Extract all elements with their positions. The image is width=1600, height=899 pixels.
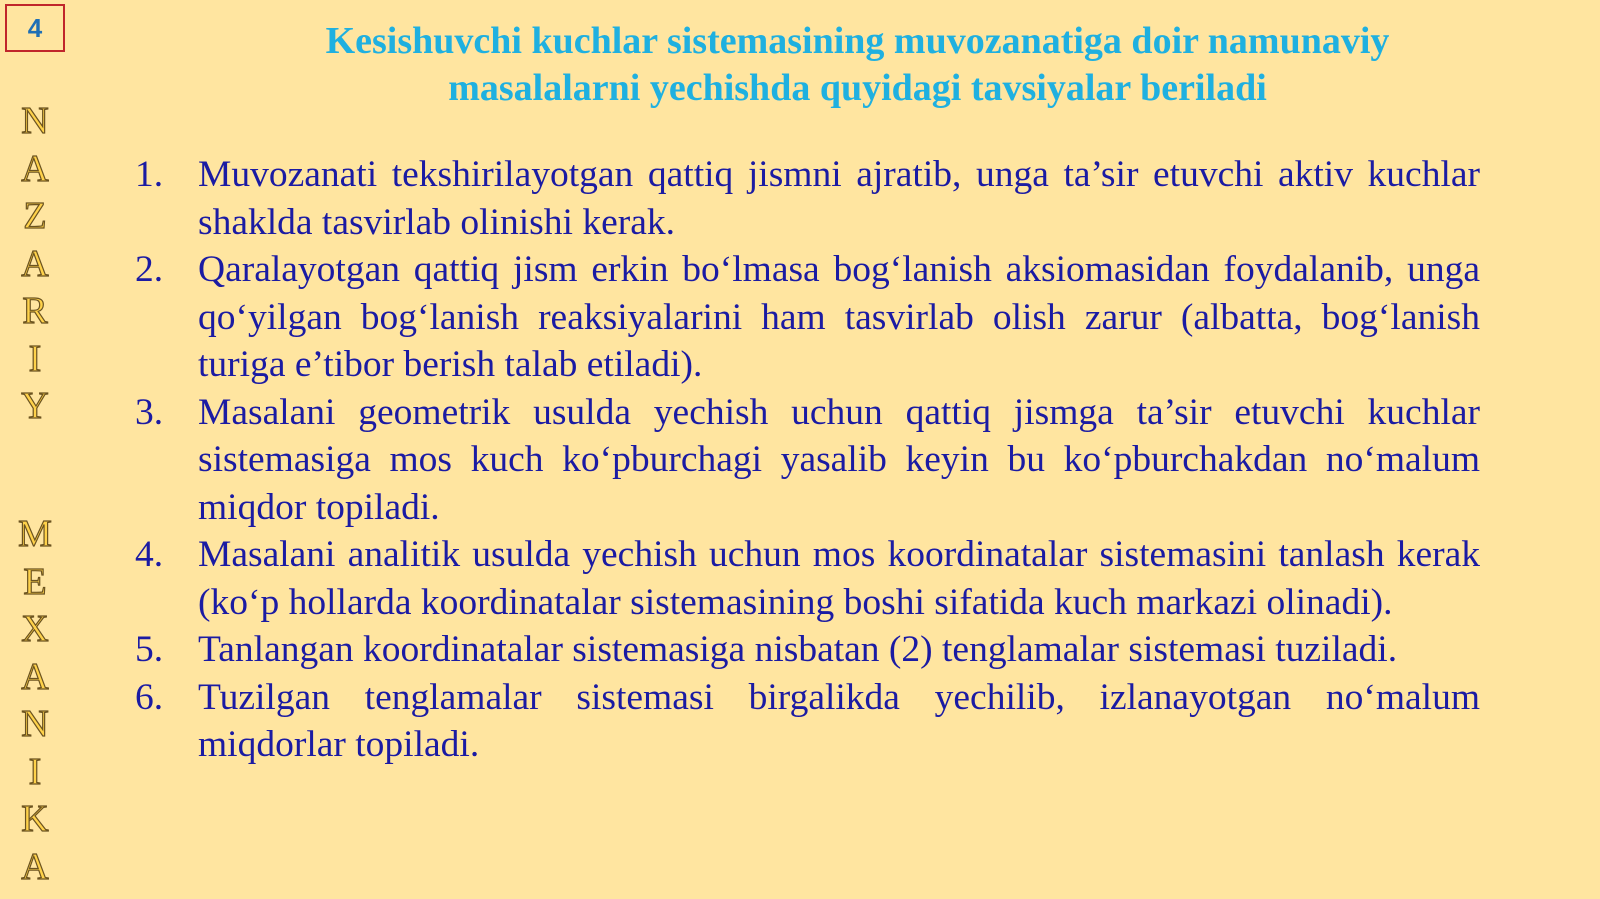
item-number: 6. bbox=[135, 676, 164, 718]
side-letter: N bbox=[21, 703, 49, 745]
side-letter: R bbox=[22, 290, 48, 332]
side-letter: K bbox=[21, 798, 49, 840]
side-letter: A bbox=[21, 147, 49, 190]
side-letter: X bbox=[21, 608, 49, 650]
item-text: Tanlangan koordinatalar sistemasiga nisbatan (2) tenglamalar sistemasi tuziladi. bbox=[198, 629, 1398, 670]
recommendation-list bbox=[135, 151, 1480, 769]
side-letter: Z bbox=[23, 195, 47, 237]
item-number: 1. bbox=[135, 154, 164, 195]
list-item bbox=[135, 246, 1480, 389]
side-word-mexanika bbox=[0, 511, 70, 891]
slide-title bbox=[160, 18, 1555, 112]
side-letter: A bbox=[21, 242, 49, 285]
side-word-nazariy bbox=[0, 98, 70, 431]
side-letter: E bbox=[23, 560, 47, 603]
item-number: 5. bbox=[135, 629, 164, 670]
item-number: 2. bbox=[135, 249, 164, 290]
item-text: Masalani geometrik usulda yechish uchun qattiq jismga ta’sir etuvchi kuchlar sistemasiga mos kuch ko‘pburchagi yasalib keyin bu ko‘pburchakdan no‘malum miqdor topiladi. bbox=[198, 391, 1480, 528]
title-line-2: masalalarni yechishda quyidagi tavsiyalar beriladi bbox=[448, 67, 1267, 109]
slide-number-badge: 4 bbox=[5, 4, 65, 52]
side-letter: M bbox=[18, 513, 52, 555]
side-letter: I bbox=[28, 337, 42, 380]
list-item bbox=[135, 389, 1480, 532]
side-letter: A bbox=[21, 655, 49, 698]
list-item bbox=[135, 626, 1480, 674]
item-number: 3. bbox=[135, 391, 164, 433]
side-letter: Y bbox=[21, 385, 49, 427]
title-line-1: Kesishuvchi kuchlar sistemasining muvozanatiga doir namunaviy bbox=[325, 20, 1390, 62]
item-text: Masalani analitik usulda yechish uchun mos koordinatalar sistemasini tanlash kerak (ko‘p hollarda koordinatalar sistemasining boshi sifatida kuch markazi olinadi). bbox=[198, 534, 1480, 623]
list-item bbox=[135, 674, 1480, 769]
side-letter: I bbox=[28, 750, 42, 793]
item-text: Qaralayotgan qattiq jism erkin bo‘lmasa bog‘lanish aksiomasidan foydalanib, unga qo‘yilgan bog‘lanish reaksiyalarini ham tasvirlab olish zarur (albatta, bog‘lanish turiga e’tibor berish talab etiladi). bbox=[198, 249, 1480, 385]
list-item bbox=[135, 151, 1480, 246]
side-letter: A bbox=[21, 845, 49, 888]
item-text: Tuzilgan tenglamalar sistemasi birgalikda yechilib, izlanayotgan no‘malum miqdorlar topiladi. bbox=[198, 676, 1480, 765]
item-number: 4. bbox=[135, 534, 164, 575]
side-letter: N bbox=[21, 100, 49, 142]
item-text: Muvozanati tekshirilayotgan qattiq jismni ajratib, unga ta’sir etuvchi aktiv kuchlar shaklda tasvirlab olinishi kerak. bbox=[198, 154, 1480, 243]
list-item bbox=[135, 531, 1480, 626]
